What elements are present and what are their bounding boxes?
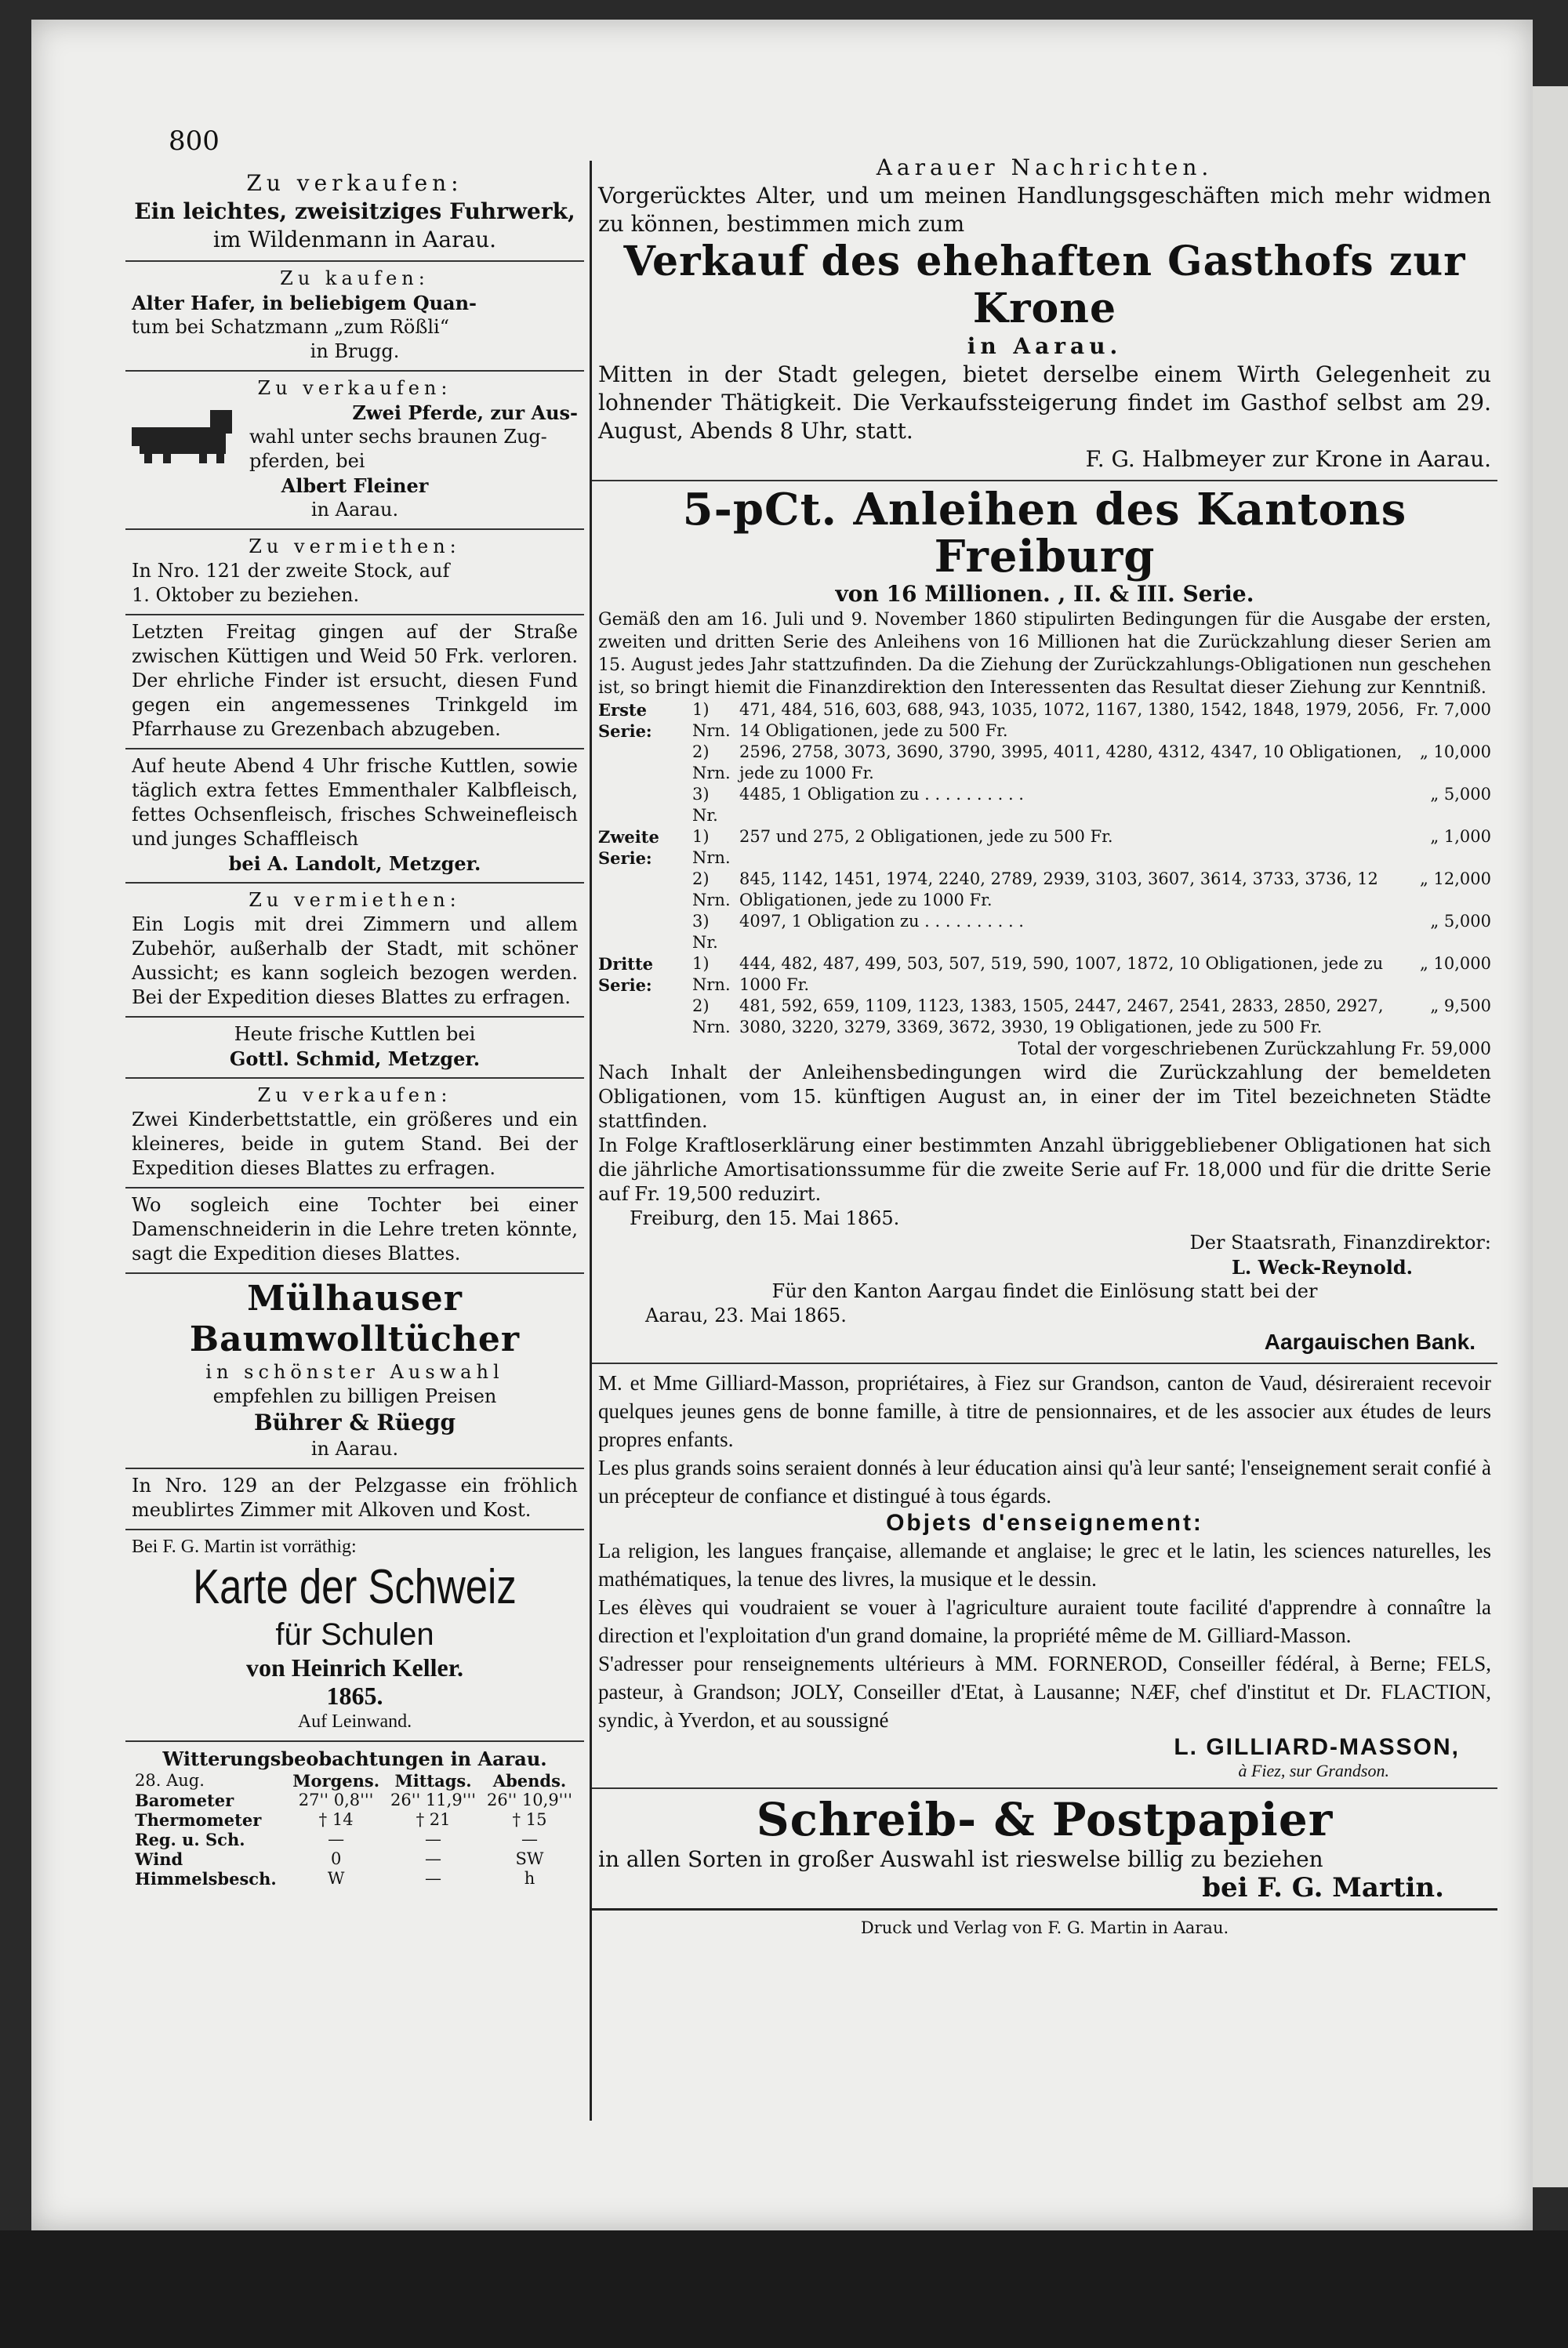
- series-label: Zweite Serie:: [598, 827, 659, 868]
- table-cell: 26'' 10,9''': [486, 1791, 573, 1809]
- table-cell: Himmelsbesch.: [135, 1869, 277, 1889]
- series-amount: „ 5,000: [1430, 785, 1491, 804]
- ad-subtitle: Objets d'enseignement:: [886, 1510, 1203, 1536]
- series-num: 1) Nrn.: [692, 700, 731, 740]
- ad-text: Für den Kanton Aargau findet die Einlösung statt bei der: [771, 1280, 1318, 1302]
- ad-text: Nach Inhalt der Anleihensbedingungen wird die Zurückzahlung der bemeldeten Obligationen, vom 15. künftigen August an, in einer der im Titel bezeichneten Städte stattfinden.: [598, 1061, 1491, 1132]
- ad-line: Zwei Pferde, zur Aus-: [352, 401, 578, 424]
- ad-text: In Folge Kraftloserklärung einer bestimmten Anzahl übriggebliebener Obligationen hat sich die jährliche Amortisationssumme für die zweite Serie auf Fr. 18,000 und für die dritte Serie auf Fr. 19,500 reduzirt.: [598, 1134, 1491, 1205]
- ad-text: Ein Logis mit drei Zimmern und allem Zubehör, außerhalb der Stadt, mit schöner Aussicht; es kann sogleich bezogen werden. Bei der Expedition dieses Blattes zu erfragen.: [132, 913, 578, 1008]
- ad-line: in Aarau.: [310, 499, 399, 521]
- series-amount: Fr. 7,000: [1416, 700, 1491, 719]
- ad-line: In Nro. 121 der zweite Stock, auf: [132, 560, 450, 582]
- table-cell: 27'' 0,8''': [298, 1791, 374, 1809]
- ad-line: wahl unter sechs braunen Zug-: [249, 426, 547, 448]
- ad-verloren: [125, 615, 584, 749]
- ad-gilliard-masson: [592, 1364, 1497, 1789]
- ad-text: La religion, les langues française, allemande et anglaise; le grec et le latin, les sciences naturelles, les mathématiques, la tenue des livres, la musique et le dessin.: [598, 1539, 1491, 1591]
- ad-baumwolltuecher: [125, 1274, 584, 1469]
- table-cell: —: [328, 1830, 345, 1849]
- ad-vermiethen-stock: [125, 530, 584, 615]
- ad-text: Les plus grands soins seraient donnés à leur éducation ainsi qu'à leur santé; l'enseignement serait confié à un précepteur de confiance et distingué à tous égards.: [598, 1456, 1491, 1508]
- ad-line: Ein leichtes, zweisitziges Fuhrwerk,: [134, 198, 575, 224]
- ad-signature: à Fiez, sur Grandson.: [1238, 1761, 1389, 1780]
- ad-text: Vorgerücktes Alter, und um meinen Handlungsgeschäften mich mehr widmen zu können, bestimmen mich zum: [598, 183, 1491, 237]
- list-item: [598, 996, 1491, 1038]
- series-amount: „ 5,000: [1430, 912, 1491, 931]
- series-text: 4485, 1 Obligation zu . . . . . . . . . .: [739, 785, 1024, 804]
- table-cell: W: [327, 1869, 345, 1888]
- table-row: [132, 1830, 578, 1849]
- table-cell: —: [521, 1830, 538, 1849]
- ad-title: Schreib- & Postpapier: [756, 1793, 1334, 1846]
- table-cell: SW: [515, 1849, 544, 1868]
- series-label: [598, 742, 692, 784]
- table-row: [132, 1869, 578, 1889]
- ad-signature: L. Weck-Reynold.: [1232, 1256, 1413, 1279]
- ad-line: in Aarau.: [310, 1438, 399, 1460]
- ad-karte: [125, 1530, 584, 1742]
- ad-title: Verkauf des ehehaften Gasthofs zur Krone: [623, 238, 1466, 332]
- next-page-edge: [1533, 86, 1568, 2187]
- ad-signature: L. GILLIARD-MASSON,: [1174, 1734, 1460, 1760]
- table-cell: Thermometer: [135, 1810, 262, 1830]
- ad-text: Zwei Kinderbettstattle, ein größeres und ein kleineres, beide in gutem Stand. Bei der Expedition dieses Blattes zu erfragen.: [132, 1109, 578, 1179]
- ad-text: M. et Mme Gilliard-Masson, propriétaires, à Fiez sur Grandson, canton de Vaud, désireraient recevoir quelques jeunes gens de bonne famille, à titre de pensionnaires, et de les associer aux études de leurs propres enfants.: [598, 1371, 1491, 1451]
- series-label: [598, 996, 692, 1038]
- table-header: Mittags.: [394, 1771, 472, 1791]
- series-amount: „ 10,000: [1419, 742, 1491, 761]
- ad-signature: Albert Fleiner: [281, 474, 429, 497]
- ad-text: in allen Sorten in großer Auswahl ist rieswelse billig zu beziehen: [598, 1846, 1323, 1872]
- series-text: 481, 592, 659, 1109, 1123, 1383, 1505, 2447, 2467, 2541, 2833, 2850, 2927, 3080, 3220, 3279, 3369, 3672, 3930, 19 Obligationen, jede zu 500 Fr.: [739, 996, 1384, 1036]
- table-cell: —: [425, 1849, 442, 1868]
- series-label: [598, 784, 692, 826]
- table-row: [132, 1810, 578, 1830]
- ad-line: 1. Oktober zu beziehen.: [132, 584, 360, 606]
- ad-heading: Zu kaufen:: [280, 267, 430, 289]
- series-label: [598, 869, 692, 911]
- list-item: [598, 742, 1491, 784]
- series-text: 444, 482, 487, 499, 503, 507, 519, 590, 1007, 1872, 10 Obligationen, jede zu 1000 Fr.: [739, 954, 1384, 994]
- ad-date: Aarau, 23. Mai 1865.: [645, 1305, 847, 1326]
- ad-kuttlen-schmid: [125, 1018, 584, 1079]
- ad-line: für Schulen: [275, 1617, 434, 1652]
- table-row: [132, 1849, 578, 1869]
- ad-lehre: [125, 1189, 584, 1274]
- table-header: 28. Aug.: [135, 1771, 205, 1790]
- ad-logis: [125, 884, 584, 1018]
- ad-text: Letzten Freitag gingen auf der Straße zwischen Küttigen und Weid 50 Frk. verloren. Der ehrliche Finder ist ersucht, diesen Fund gegen ein angemessenes Trinkgeld im Pfarrhause zu Grezenbach abzugeben.: [132, 621, 578, 740]
- series-num: 3) Nr.: [692, 785, 718, 825]
- ad-line: Auf Leinwand.: [297, 1711, 412, 1732]
- list-item: [598, 699, 1491, 742]
- ad-zimmer: [125, 1469, 584, 1530]
- ad-line: empfehlen zu billigen Preisen: [212, 1385, 497, 1407]
- ad-title: 5-pCt. Anleihen des Kantons Freiburg: [682, 484, 1407, 582]
- ad-heading: Zu vermiethen:: [249, 535, 461, 557]
- table-cell: —: [425, 1869, 442, 1888]
- series-text: 257 und 275, 2 Obligationen, jede zu 500 Fr.: [739, 827, 1113, 846]
- table-row: [132, 1791, 578, 1810]
- ad-signature: Gottl. Schmid, Metzger.: [229, 1047, 481, 1070]
- ad-text: Wo sogleich eine Tochter bei einer Damenschneiderin in die Lehre treten könnte, sagt die Expedition dieses Blattes.: [132, 1194, 578, 1265]
- ad-line: Alter Hafer, in beliebigem Quan-: [132, 292, 477, 314]
- ad-text: Gemäß den am 16. Juli und 9. November 1860 stipulirten Bedingungen für die Ausgabe der ersten, zweiten und dritten Serie des Anleihens von 16 Millionen hat die Zurückzahlung dieser Serien am 15. August jedes Jahr stattzufinden. Da die Ziehung der Zurückzahlungs-Obligationen nun geschehen ist, so bringt hiemit die Finanzdirektion den Interessenten das Resultat dieser Ziehung zur Kenntniß.: [598, 610, 1491, 698]
- list-item: [598, 784, 1491, 826]
- ad-text: S'adresser pour renseignements ultérieurs à MM. FORNEROD, Conseiller fédéral, à Berne; FELS, pasteur, à Grandson; JOLY, Conseiller d'Etat, à Lausanne; NÆF, chef d'institut et Dr. FLACTION, syndic, à Yverdon, et au soussigné: [598, 1652, 1491, 1732]
- series-num: 2) Nrn.: [692, 742, 731, 782]
- series-text: 4097, 1 Obligation zu . . . . . . . . . .: [739, 912, 1024, 931]
- ad-signature: Bührer & Rüegg: [253, 1410, 456, 1435]
- weather-grid: [132, 1771, 578, 1889]
- table-cell: Reg. u. Sch.: [135, 1830, 245, 1849]
- table-cell: Wind: [135, 1849, 183, 1869]
- series-label: Erste Serie:: [598, 700, 652, 741]
- ad-date: Freiburg, den 15. Mai 1865.: [630, 1207, 900, 1229]
- series-amount: „ 10,000: [1419, 954, 1491, 973]
- ad-title: Mülhauser Baumwolltücher: [189, 1279, 521, 1359]
- series-text: 845, 1142, 1451, 1974, 2240, 2789, 2939, 3103, 3607, 3614, 3733, 3736, 12 Obligationen, jede zu 1000 Fr.: [739, 869, 1378, 909]
- table-cell: 0: [330, 1849, 342, 1868]
- weather-title: Witterungsbeobachtungen in Aarau.: [162, 1747, 547, 1770]
- table-cell: 26'' 11,9''': [390, 1791, 477, 1809]
- ad-kinderbett: [125, 1079, 584, 1189]
- series-text: 2596, 2758, 3073, 3690, 3790, 3995, 4011, 4280, 4312, 4347, 10 Obligationen, jede zu 1000 Fr.: [739, 742, 1403, 782]
- list-item: [598, 826, 1491, 869]
- series-amount: „ 9,500: [1430, 996, 1491, 1015]
- ad-subtitle: von 16 Millionen. , II. & III. Serie.: [835, 581, 1254, 607]
- ad-signature: bei F. G. Martin.: [1202, 1872, 1444, 1903]
- ad-heading: Zu verkaufen:: [246, 170, 463, 196]
- ad-text: Les élèves qui voudraient se vouer à l'agriculture auraient toute facilité d'apprendre à connaître la direction et l'exploitation d'un grand domaine, la propriété même de M. Gilliard-Masson.: [598, 1595, 1491, 1647]
- ad-line: in Aarau.: [967, 333, 1123, 359]
- ad-line: in Brugg.: [310, 340, 400, 362]
- series-label: [598, 911, 692, 953]
- bank-name: Aargauischen Bank.: [1264, 1330, 1475, 1354]
- ad-kuttlen-landolt: [125, 749, 584, 884]
- ad-line: von Heinrich Keller.: [245, 1653, 463, 1682]
- ad-hafer: [125, 262, 584, 372]
- ad-line: in schönster Auswahl: [205, 1361, 504, 1383]
- ad-pferde: [125, 372, 584, 530]
- series-num: 2) Nrn.: [692, 869, 731, 909]
- total-line: Total der vorgeschriebenen Zurückzahlung Fr. 59,000: [1018, 1040, 1491, 1059]
- series-num: 2) Nrn.: [692, 996, 731, 1036]
- ad-line: Bei F. G. Martin ist vorräthig:: [132, 1537, 357, 1557]
- ad-line: tum bei Schatzmann „zum Rößli“: [132, 316, 449, 338]
- table-row: [132, 1771, 578, 1791]
- ad-signature: Der Staatsrath, Finanzdirektor:: [1189, 1232, 1491, 1254]
- series-text: 471, 484, 516, 603, 688, 943, 1035, 1072, 1167, 1380, 1542, 1848, 1979, 2056, 14 Obligationen, jede zu 500 Fr.: [739, 700, 1405, 740]
- ad-signature: F. G. Halbmeyer zur Krone in Aarau.: [1085, 446, 1491, 472]
- table-header: Morgens.: [292, 1771, 380, 1791]
- ad-line: im Wildenmann in Aarau.: [212, 227, 497, 252]
- table-cell: † 21: [416, 1810, 451, 1829]
- table-cell: Barometer: [135, 1791, 234, 1810]
- table-cell: —: [425, 1830, 442, 1849]
- series-label: Dritte Serie:: [598, 954, 654, 995]
- weather-table: [125, 1742, 584, 1895]
- ad-line: pferden, bei: [249, 450, 365, 472]
- section-heading: Aarauer Nachrichten.: [876, 154, 1214, 180]
- list-item: [598, 911, 1491, 953]
- ad-line: 1865.: [326, 1682, 383, 1710]
- series-amount: „ 1,000: [1430, 827, 1491, 846]
- ad-text: In Nro. 129 an der Pelzgasse ein fröhlich meublirtes Zimmer mit Alkoven und Kost.: [132, 1475, 578, 1521]
- ad-title: Karte der Schweiz: [193, 1560, 517, 1614]
- ad-anleihen-freiburg: [592, 481, 1497, 1364]
- ad-heading: Zu vermiethen:: [249, 889, 461, 911]
- table-cell: † 14: [318, 1810, 354, 1829]
- ad-line: Heute frische Kuttlen bei: [234, 1023, 476, 1045]
- series-num: 1) Nrn.: [692, 954, 731, 994]
- ad-krone: [592, 149, 1497, 481]
- series-num: 1) Nrn.: [692, 827, 731, 867]
- ad-signature: bei A. Landolt, Metzger.: [228, 852, 481, 875]
- ad-heading: Zu verkaufen:: [257, 1084, 452, 1106]
- ad-postpapier: [592, 1789, 1497, 1911]
- ad-fuhrwerk: [125, 165, 584, 262]
- newspaper-page: [31, 20, 1533, 2230]
- ad-heading: Zu verkaufen:: [257, 377, 452, 399]
- page-number: 800: [169, 125, 220, 157]
- horse-icon: [132, 404, 241, 465]
- imprint: Druck und Verlag von F. G. Martin in Aarau.: [860, 1918, 1229, 1937]
- table-cell: † 15: [512, 1810, 547, 1829]
- table-header: Abends.: [492, 1771, 567, 1791]
- series-amount: „ 12,000: [1419, 869, 1491, 888]
- right-column: [592, 149, 1497, 1937]
- list-item: [598, 953, 1491, 996]
- list-item: [598, 869, 1491, 911]
- ad-text: Auf heute Abend 4 Uhr frische Kuttlen, sowie täglich extra fettes Emmenthaler Kalbfleisch, fettes Ochsenfleisch, frisches Schweinefleisch und junges Schaffleisch: [132, 755, 578, 850]
- series-list: [598, 699, 1491, 1038]
- ad-text: Mitten in der Stadt gelegen, bietet derselbe einem Wirth Gelegenheit zu lohnender Thätigkeit. Die Verkaufssteigerung findet im Gasthof selbst am 29. August, Abends 8 Uhr, statt.: [598, 361, 1491, 444]
- table-cell: h: [524, 1869, 535, 1888]
- scan-background: [0, 2230, 1568, 2348]
- series-num: 3) Nr.: [692, 912, 718, 952]
- left-column: [125, 165, 584, 1895]
